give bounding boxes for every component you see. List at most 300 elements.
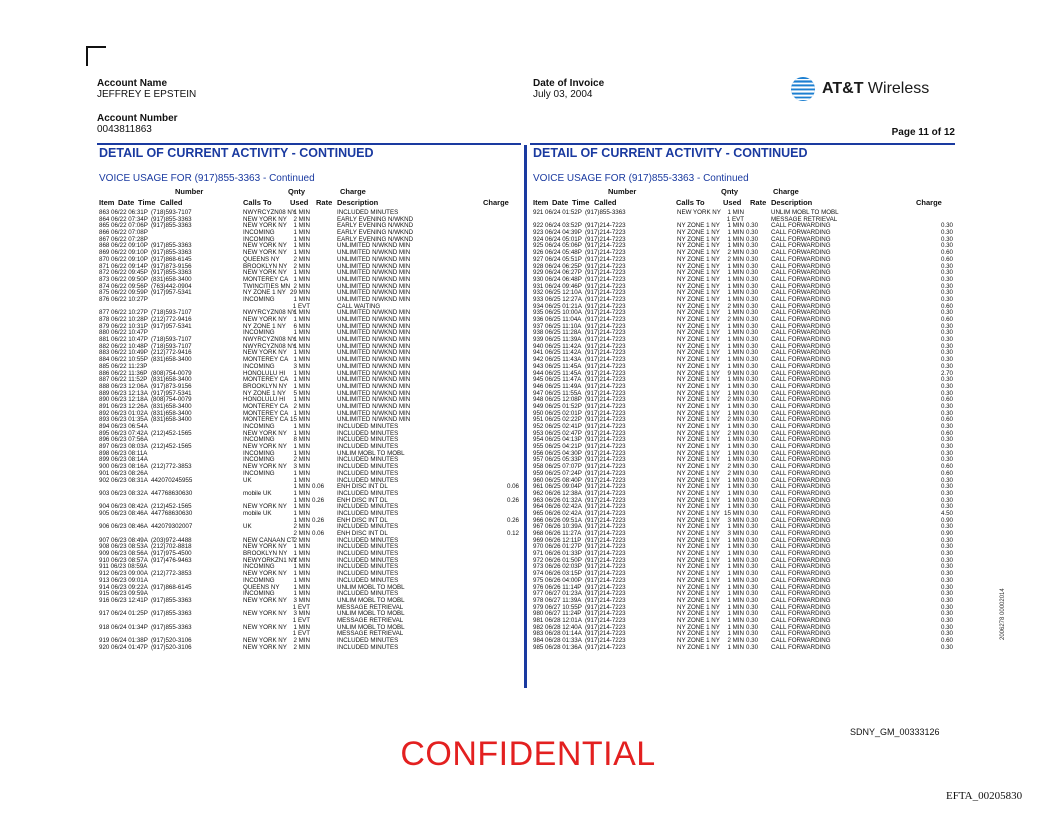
cell-item-date-time: 952 06/25 02:41P	[533, 423, 582, 430]
cell-used: 1 MIN	[727, 209, 744, 216]
cell-called-number: (917)214-7223	[585, 402, 626, 410]
cell-rate: 0.30	[746, 550, 759, 558]
cell-rate: 0.30	[746, 469, 759, 477]
cell-rate: 0.30	[746, 336, 759, 344]
cell-used: 1 MIN	[293, 269, 310, 277]
cell-item-date-time: 867 06/22 07:28P	[99, 235, 148, 243]
cell-calls-to: NY ZONE 1 NY	[677, 489, 720, 497]
cell-charge: 0.60	[940, 463, 953, 471]
cell-called-number: (917)855-3363	[585, 209, 626, 216]
cell-calls-to: INCOMING	[243, 436, 275, 444]
cell-charge: 0.30	[940, 456, 953, 464]
cell-item-date-time: 922 06/24 03:52P	[533, 222, 582, 230]
cell-used: 1 MIN	[727, 229, 744, 237]
cell-item-date-time: 980 06/27 11:24P	[533, 610, 582, 618]
cell-used: 2 MIN	[727, 469, 744, 477]
cell-used: 1 MIN	[293, 209, 310, 216]
cell-description: UNLIM MOBL TO MOBL	[337, 623, 405, 631]
cell-used: 3 MIN	[727, 516, 744, 524]
cell-description: CALL FORWARDING	[771, 289, 831, 297]
cell-called-number: (917)214-7223	[585, 302, 626, 310]
cell-used: 1 MIN	[727, 356, 744, 364]
cell-calls-to: INCOMING	[243, 229, 275, 237]
cell-charge: 0.30	[940, 503, 953, 511]
cell-rate: 0.30	[746, 389, 759, 397]
cell-charge: 0.30	[940, 436, 953, 444]
cell-calls-to: NEW YORK NY	[243, 443, 287, 451]
cell-rate: 0.30	[746, 262, 759, 270]
cell-calls-to: NY ZONE 1 NY	[677, 235, 720, 243]
cell-used: 2 MIN	[727, 255, 744, 263]
cell-called-number: (917)214-7223	[585, 643, 626, 651]
cell-rate: 0.30	[746, 396, 759, 404]
cell-used: 1 MIN	[727, 563, 744, 571]
cell-used: 1 MIN	[727, 336, 744, 344]
cell-used: 3 MIN	[727, 530, 744, 537]
cell-used: 1 MIN	[293, 222, 310, 230]
cell-rate: 0.30	[746, 342, 759, 350]
cell-description: INCLUDED MINUTES	[337, 570, 399, 578]
cell-item-date-time: 960 06/25 08:40P	[533, 476, 582, 484]
cell-description: UNLIMITED N/WKND MIN	[337, 289, 411, 297]
cell-description: CALL FORWARDING	[771, 563, 831, 571]
account-name-block	[97, 78, 196, 100]
cell-description: UNLIM MOBL TO MOBL	[771, 209, 839, 216]
cell-called-number: (212)772-9416	[151, 349, 192, 357]
cell-used: 1 MIN	[727, 556, 744, 564]
cell-item-date-time: 877 06/22 10:27P	[99, 309, 148, 317]
cell-calls-to: NY ZONE 1 NY	[677, 329, 720, 337]
cell-charge: 0.60	[940, 316, 953, 323]
cell-item-date-time: 978 06/27 11:39A	[533, 596, 582, 604]
cell-used: 1 MIN	[727, 489, 744, 497]
cell-description: UNLIMITED N/WKND MIN	[337, 322, 411, 330]
cell-called-number: (917)214-7223	[585, 436, 626, 444]
cell-item-date-time: 982 06/28 12:40A	[533, 623, 582, 631]
cell-description: CALL FORWARDING	[771, 623, 831, 631]
cell-called-number: (917)214-7223	[585, 469, 626, 477]
cell-calls-to: NY ZONE 1 NY	[677, 229, 720, 237]
cell-description: UNLIM MOBL TO MOBL	[337, 610, 405, 618]
cell-used: 1 MIN	[727, 616, 744, 624]
cell-description: CALL FORWARDING	[771, 583, 831, 591]
cell-description: CALL FORWARDING	[771, 423, 831, 430]
cell-charge: 0.60	[940, 637, 953, 644]
cell-used: 1 MIN	[727, 329, 744, 337]
cell-item-date-time: 967 06/26 10:39A	[533, 523, 582, 531]
cell-rate: 0.30	[746, 409, 759, 417]
cell-used: 1 MIN	[727, 630, 744, 638]
cell-calls-to: TWINCITIES MN	[243, 282, 291, 290]
cell-used: 2 MIN	[293, 523, 310, 531]
hdr-used: Used	[723, 198, 742, 207]
cell-used: 1 MIN	[727, 543, 744, 551]
cell-rate: 0.30	[746, 483, 759, 491]
cell-item-date-time: 939 06/25 11:39A	[533, 336, 582, 344]
confidential-stamp: CONFIDENTIAL	[400, 735, 656, 773]
cell-used: 3 MIN	[293, 362, 310, 370]
cell-called-number: (917)214-7223	[585, 289, 626, 297]
cell-used: 1 MIN	[293, 443, 310, 451]
cell-charge: 0.30	[940, 229, 953, 237]
cell-called-number: (917)214-7223	[585, 322, 626, 330]
cell-item-date-time: 868 06/22 09:10P	[99, 242, 148, 250]
cell-used: 1 MIN	[293, 496, 310, 504]
cell-called-number: (917)855-3363	[151, 242, 192, 250]
cell-calls-to: MONTEREY CA	[243, 376, 289, 384]
table-row	[99, 645, 519, 652]
cell-description: CALL FORWARDING	[771, 429, 831, 437]
cell-description: CALL FORWARDING	[771, 336, 831, 344]
cell-item-date-time: 965 06/26 02:42A	[533, 509, 582, 517]
cell-description: CALL FORWARDING	[771, 516, 831, 524]
cell-used: 1 MIN	[727, 309, 744, 317]
cell-item-date-time: 920 06/24 01:47P	[99, 643, 148, 651]
cell-called-number: (917)214-7223	[585, 443, 626, 451]
cell-used: 1 MIN	[293, 342, 310, 350]
cell-calls-to: HONOLULU HI	[243, 369, 286, 377]
cell-description: UNLIMITED N/WKND MIN	[337, 275, 411, 283]
cell-calls-to: NEW YORK NY	[243, 269, 287, 277]
cell-used: 1 EVT	[292, 616, 310, 624]
cell-description: CALL FORWARDING	[771, 235, 831, 243]
cell-charge: 0.30	[940, 342, 953, 350]
cell-rate: 0.30	[746, 255, 759, 263]
cell-calls-to: NY ZONE 1 NY	[677, 222, 720, 230]
cell-charge: 0.30	[940, 603, 953, 611]
cell-called-number: (917)873-9156	[151, 382, 192, 390]
cell-item-date-time: 884 06/22 10:55P	[99, 356, 148, 364]
hdr-time: Time	[138, 198, 156, 207]
cell-called-number: (917)214-7223	[585, 389, 626, 397]
cell-description: CALL FORWARDING	[771, 449, 831, 457]
cell-called-number: (212)702-8818	[151, 543, 192, 551]
cell-used: 2 MIN	[293, 536, 310, 544]
cell-description: INCLUDED MINUTES	[337, 436, 399, 444]
cell-used: 1 MIN	[727, 623, 744, 631]
cell-rate: 0.30	[746, 289, 759, 297]
cell-calls-to: NY ZONE 1 NY	[677, 316, 720, 323]
cell-description: UNLIM MOBL TO MOBL	[337, 596, 405, 604]
cell-description: EARLY EVENING N/WKND	[337, 229, 414, 237]
cell-description: ENH DISC INT DL	[337, 530, 388, 537]
cell-called-number: (917)214-7223	[585, 503, 626, 511]
cell-charge: 0.30	[940, 376, 953, 384]
cell-item-date-time: 985 06/28 01:36A	[533, 643, 582, 651]
cell-used: 29 MIN	[290, 289, 310, 297]
cell-used: 1 MIN	[293, 503, 310, 511]
cell-called-number: (917)855-3363	[151, 222, 192, 230]
cell-charge: 0.30	[940, 576, 953, 584]
brand-bold: AT&T	[822, 80, 864, 97]
cell-calls-to: NY ZONE 1 NY	[243, 289, 286, 297]
account-number-block	[97, 113, 178, 135]
cell-charge: 0.30	[940, 570, 953, 578]
hdr-rate: Rate	[750, 198, 767, 207]
cell-charge: 0.30	[940, 349, 953, 357]
cell-called-number: (917)957-5341	[151, 289, 192, 297]
cell-called-number: (718)593-7107	[151, 342, 192, 350]
cell-calls-to: NY ZONE 1 NY	[677, 356, 720, 364]
cell-used: 1 MIN	[727, 576, 744, 584]
cell-used: 2 MIN	[293, 643, 310, 651]
cell-description: CALL FORWARDING	[771, 509, 831, 517]
cell-used: 2 MIN	[727, 429, 744, 437]
cell-description: INCLUDED MINUTES	[337, 209, 399, 216]
cell-used: 6 MIN	[293, 322, 310, 330]
cell-rate: 0.30	[746, 563, 759, 571]
cell-description: UNLIMITED N/WKND MIN	[337, 396, 411, 404]
cell-item-date-time: 909 06/23 08:56A	[99, 550, 148, 558]
hdr-description: Description	[337, 198, 379, 207]
cell-charge: 0.06	[506, 483, 519, 491]
cell-calls-to: NY ZONE 1 NY	[677, 362, 720, 370]
cell-item-date-time: 937 06/25 11:10A	[533, 322, 582, 330]
cell-charge: 0.30	[940, 583, 953, 591]
cell-description: CALL FORWARDING	[771, 530, 831, 537]
cell-description: CALL FORWARDING	[771, 483, 831, 491]
cell-item-date-time: 947 06/25 11:55A	[533, 389, 582, 397]
cell-charge: 2.70	[940, 369, 953, 377]
cell-charge: 0.30	[940, 235, 953, 243]
cell-description: CALL FORWARDING	[771, 369, 831, 377]
cell-calls-to: NY ZONE 1 NY	[677, 543, 720, 551]
cell-calls-to: NY ZONE 1 NY	[677, 509, 720, 517]
cell-used: 2 MIN	[727, 416, 744, 424]
cell-calls-to: NY ZONE 1 NY	[677, 262, 720, 270]
cell-used: 1 MIN	[727, 402, 744, 410]
cell-description: CALL FORWARDING	[771, 543, 831, 551]
cell-rate: 0.30	[746, 523, 759, 531]
cell-used: 1 MIN	[727, 443, 744, 451]
hdr-calls-to: Calls To	[676, 198, 705, 207]
cell-item-date-time: 946 06/25 11:49A	[533, 382, 582, 390]
cell-description: CALL FORWARDING	[771, 269, 831, 277]
cell-charge: 0.30	[940, 222, 953, 230]
cell-description: UNLIMITED N/WKND MIN	[337, 309, 411, 317]
cell-charge: 0.30	[940, 590, 953, 598]
cell-used: 1 MIN	[293, 623, 310, 631]
cell-description: CALL FORWARDING	[771, 255, 831, 263]
cell-description: UNLIMITED N/WKND MIN	[337, 416, 411, 424]
cell-item-date-time: 963 06/26 01:32A	[533, 496, 582, 504]
cell-calls-to: NY ZONE 1 NY	[677, 382, 720, 390]
cell-charge: 0.30	[940, 443, 953, 451]
cell-calls-to: UK	[243, 476, 252, 484]
hdr-charge-amount: Charge	[483, 198, 509, 207]
cell-used: 2 MIN	[293, 456, 310, 464]
cell-calls-to: NEW YORK NY	[243, 463, 287, 471]
cell-used: 1 MIN	[727, 262, 744, 270]
cell-used: 1 MIN	[293, 409, 310, 417]
cell-used: 1 MIN	[293, 429, 310, 437]
cell-item-date-time: 928 06/24 06:25P	[533, 262, 582, 270]
cell-charge: 0.60	[940, 396, 953, 404]
cell-calls-to: QUEENS NY	[243, 255, 280, 263]
cell-called-number: (917)214-7223	[585, 523, 626, 531]
cell-item-date-time: 966 06/26 09:51A	[533, 516, 582, 524]
cell-called-number: (917)476-9463	[151, 556, 192, 564]
cell-called-number: (831)658-3400	[151, 275, 192, 283]
cell-called-number: (917)214-7223	[585, 509, 626, 517]
cell-used: 1 EVT	[292, 603, 310, 611]
hdr-description: Description	[771, 198, 813, 207]
cell-charge: 0.30	[940, 423, 953, 430]
cell-item-date-time: 961 06/25 09:04P	[533, 483, 582, 491]
cell-called-number: (831)658-3400	[151, 409, 192, 417]
cell-called-number: (917)855-3363	[151, 249, 192, 257]
cell-item-date-time: 951 06/25 02:22P	[533, 416, 582, 424]
cell-calls-to: NWYRCYZN08 NY	[243, 336, 296, 344]
cell-used: 1 MIN	[293, 449, 310, 457]
cell-called-number: (917)957-5341	[151, 322, 192, 330]
cell-calls-to: NEW YORK NY	[243, 503, 287, 511]
cell-calls-to: NY ZONE 1 NY	[677, 443, 720, 451]
cell-called-number: (917)214-7223	[585, 295, 626, 303]
cell-calls-to: NY ZONE 1 NY	[677, 516, 720, 524]
cell-description: UNLIMITED N/WKND MIN	[337, 282, 411, 290]
cell-item-date-time: 976 06/26 11:14P	[533, 583, 582, 591]
hdr-item: Item	[533, 198, 549, 207]
cell-item-date-time: 981 06/28 12:01A	[533, 616, 582, 624]
cell-charge: 0.30	[940, 610, 953, 618]
cell-rate: 0.30	[746, 356, 759, 364]
brand-light: Wireless	[863, 80, 930, 97]
cell-description: UNLIMITED N/WKND MIN	[337, 249, 411, 257]
cell-calls-to: BROOKLYN NY	[243, 382, 288, 390]
cell-item-date-time: 878 06/22 10:28P	[99, 316, 148, 323]
cell-description: UNLIMITED N/WKND MIN	[337, 356, 411, 364]
cell-used: 1 MIN	[727, 275, 744, 283]
hdr-number: Number	[175, 187, 204, 196]
cell-charge: 0.60	[940, 255, 953, 263]
cell-charge: 0.30	[940, 476, 953, 484]
cell-used: 1 MIN	[293, 489, 310, 497]
cell-calls-to: NEW YORK NY	[243, 610, 287, 618]
cell-called-number: (917)214-7223	[585, 242, 626, 250]
cell-called-number: (917)214-7223	[585, 516, 626, 524]
cell-used: 1 MIN	[727, 349, 744, 357]
cell-charge: 0.30	[940, 543, 953, 551]
cell-item-date-time: 895 06/23 07:42A	[99, 429, 148, 437]
cell-calls-to: NY ZONE 1 NY	[677, 309, 720, 317]
cell-used: 1 MIN	[727, 583, 744, 591]
hdr-date: Date	[118, 198, 135, 207]
cell-rate: 0.26	[312, 516, 325, 524]
cell-used: 15 MIN	[724, 509, 744, 517]
cell-calls-to: NEW YORK NY	[243, 570, 287, 578]
cell-calls-to: NY ZONE 1 NY	[677, 249, 720, 257]
cell-used: 1 MIN	[293, 295, 310, 303]
cell-used: 1 MIN	[293, 476, 310, 484]
cell-item-date-time: 977 06/27 01:23A	[533, 590, 582, 598]
cell-calls-to: NY ZONE 1 NY	[677, 389, 720, 397]
hdr-charge: Charge	[340, 187, 366, 196]
cell-calls-to: MONTEREY CA	[243, 416, 289, 424]
cell-item-date-time: 964 06/26 02:42A	[533, 503, 582, 511]
cell-description: INCLUDED MINUTES	[337, 550, 399, 558]
cell-item-date-time: 968 06/26 11:27A	[533, 530, 582, 537]
cell-called-number: (917)214-7223	[585, 429, 626, 437]
cell-charge: 0.30	[940, 643, 953, 651]
cell-item-date-time: 869 06/22 09:10P	[99, 249, 148, 257]
crop-mark	[86, 46, 106, 66]
cell-rate: 0.30	[746, 610, 759, 618]
cell-charge: 0.30	[940, 242, 953, 250]
cell-description: INCLUDED MINUTES	[337, 476, 399, 484]
cell-calls-to: INCOMING	[243, 329, 275, 337]
cell-description: INCLUDED MINUTES	[337, 590, 399, 598]
cell-item-date-time: 897 06/23 08:03A	[99, 443, 148, 451]
cell-rate: 0.30	[746, 322, 759, 330]
cell-used: 1 MIN	[727, 449, 744, 457]
cell-called-number: (917)214-7223	[585, 456, 626, 464]
cell-calls-to: NWYRCYZN08 NY	[243, 309, 296, 317]
cell-calls-to: NY ZONE 1 NY	[677, 402, 720, 410]
cell-charge: 0.30	[940, 402, 953, 410]
cell-item-date-time: 916 06/23 12:41P	[99, 596, 148, 604]
cell-charge: 0.30	[940, 309, 953, 317]
cell-item-date-time: 912 06/23 09:00A	[99, 570, 148, 578]
cell-charge: 0.30	[940, 489, 953, 497]
cell-used: 1 MIN	[727, 269, 744, 277]
cell-description: CALL FORWARDING	[771, 382, 831, 390]
cell-calls-to: BROOKLYN NY	[243, 262, 288, 270]
account-number-label: Account Number	[97, 113, 178, 124]
cell-item-date-time: 984 06/28 01:33A	[533, 637, 582, 644]
cell-rate: 0.30	[746, 530, 759, 537]
hdr-rate: Rate	[316, 198, 333, 207]
cell-description: INCLUDED MINUTES	[337, 423, 399, 430]
cell-rate: 0.30	[746, 556, 759, 564]
cell-item-date-time: 956 06/25 04:30P	[533, 449, 582, 457]
cell-calls-to: INCOMING	[243, 362, 275, 370]
cell-item-date-time: 917 06/24 01:25P	[99, 610, 148, 618]
cell-calls-to: NEW YORK NY	[243, 543, 287, 551]
cell-item-date-time: 938 06/25 11:28A	[533, 329, 582, 337]
cell-description: CALL FORWARDING	[771, 322, 831, 330]
cell-charge: 0.30	[940, 262, 953, 270]
brand-name	[822, 80, 929, 98]
cell-item-date-time: 957 06/25 05:33P	[533, 456, 582, 464]
cell-calls-to: NY ZONE 1 NY	[677, 342, 720, 350]
hdr-date: Date	[552, 198, 569, 207]
cell-rate: 0.30	[746, 382, 759, 390]
cell-calls-to: NY ZONE 1 NY	[677, 536, 720, 544]
cell-item-date-time: 933 06/25 12:27A	[533, 295, 582, 303]
cell-called-number: (917)214-7223	[585, 249, 626, 257]
cell-description: MESSAGE RETRIEVAL	[337, 603, 404, 611]
cell-used: 1 MIN	[293, 543, 310, 551]
cell-description: CALL FORWARDING	[771, 436, 831, 444]
cell-charge: 0.30	[940, 623, 953, 631]
cell-calls-to: NY ZONE 1 NY	[677, 449, 720, 457]
cell-description: CALL FORWARDING	[771, 329, 831, 337]
cell-calls-to: NY ZONE 1 NY	[677, 563, 720, 571]
cell-charge: 0.12	[506, 530, 519, 537]
cell-used: 1 MIN	[727, 282, 744, 290]
cell-rate: 0.30	[746, 496, 759, 504]
cell-called-number: (212)772-3853	[151, 463, 192, 471]
cell-used: 2 MIN	[727, 316, 744, 323]
cell-description: CALL FORWARDING	[771, 302, 831, 310]
cell-called-number: (917)214-7223	[585, 309, 626, 317]
cell-calls-to: mobile UK	[243, 509, 272, 517]
cell-used: 3 MIN	[293, 596, 310, 604]
cell-called-number: (917)214-7223	[585, 255, 626, 263]
cell-called-number: 442079302007	[151, 523, 193, 531]
cell-item-date-time: 879 06/22 10:31P	[99, 322, 148, 330]
